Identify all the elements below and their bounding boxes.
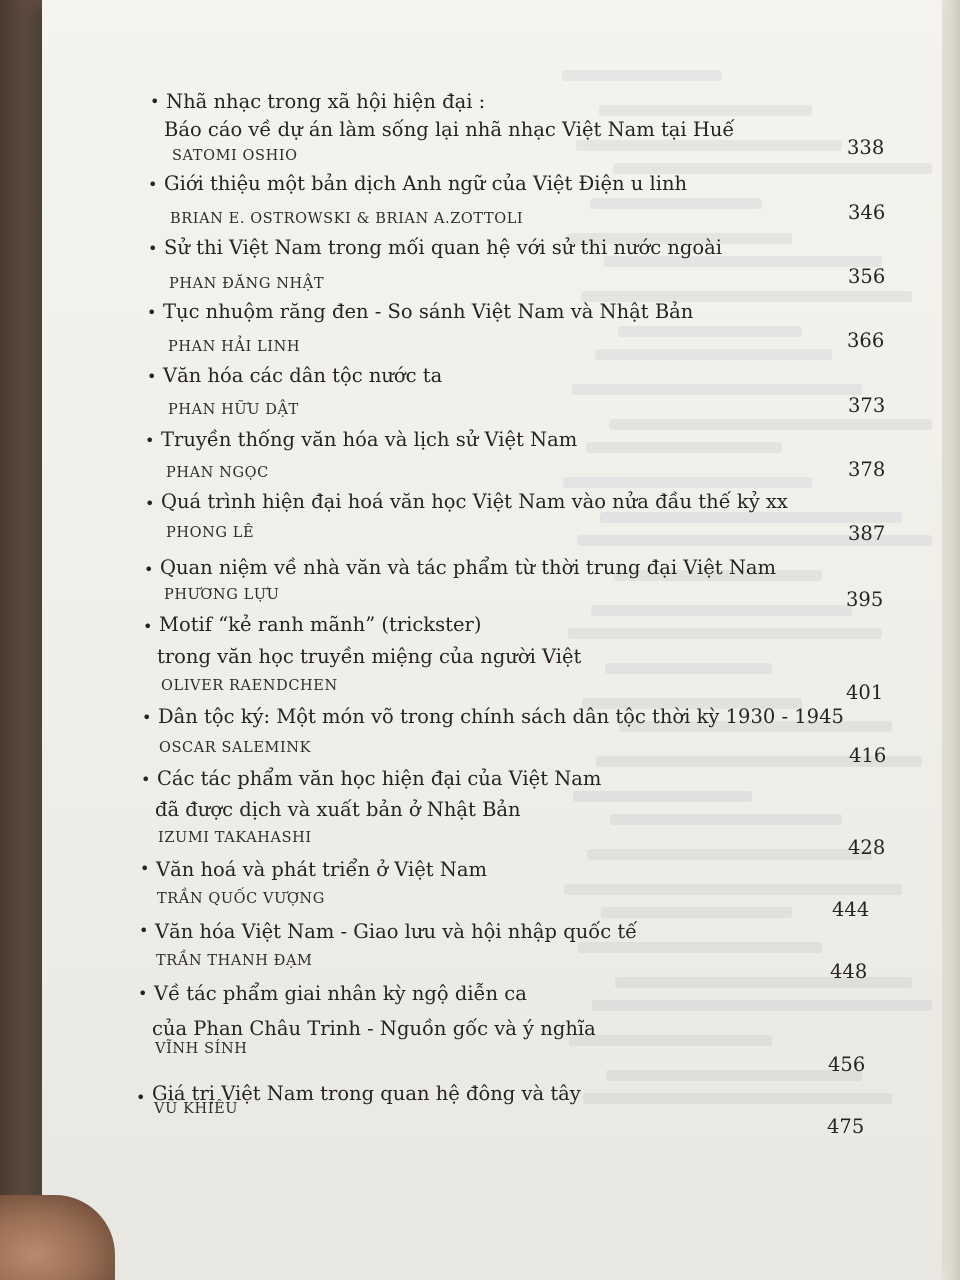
entry-author: PHAN ĐĂNG NHẬT <box>169 276 325 292</box>
entry-title: Về tác phẩm giai nhân kỳ ngộ diễn ca <box>154 982 527 1005</box>
entry-title: Sử thi Việt Nam trong mối quan hệ với sử thi nước ngoài <box>164 236 722 259</box>
entry-page-number: 428 <box>848 836 886 859</box>
bullet-icon: • <box>145 494 155 513</box>
bullet-icon: • <box>145 431 155 450</box>
entry-title: Quá trình hiện đại hoá văn học Việt Nam vào nửa đầu thế kỷ xx <box>161 490 788 513</box>
entry-page-number: 448 <box>830 960 868 983</box>
bleed-through-line <box>564 884 902 895</box>
entry-title: Dân tộc ký: Một món võ trong chính sách dân tộc thời kỳ 1930 - 1945 <box>158 705 844 728</box>
bleed-through-line <box>606 1070 862 1081</box>
entry-page-number: 373 <box>848 394 886 417</box>
entry-title: của Phan Châu Trinh - Nguồn gốc và ý nghĩa <box>152 1017 596 1040</box>
entry-page-number: 338 <box>847 136 885 159</box>
entry-title: Văn hóa Việt Nam - Giao lưu và hội nhập quốc tế <box>155 920 638 943</box>
bullet-icon: • <box>143 617 153 636</box>
bleed-through-line <box>586 442 782 453</box>
bullet-icon: • <box>142 708 152 727</box>
entry-author: BRIAN E. OSTROWSKI & BRIAN A.ZOTTOLI <box>170 211 524 227</box>
entry-author: PHAN HẢI LINH <box>168 339 301 355</box>
bullet-icon: • <box>147 367 157 386</box>
entry-title: Báo cáo về dự án làm sống lại nhã nhạc Việt Nam tại Huế <box>164 118 735 141</box>
bleed-through-line <box>591 605 852 616</box>
bullet-icon: • <box>148 175 158 194</box>
entry-author: PHAN NGỌC <box>166 465 269 481</box>
bleed-through-line <box>609 419 932 430</box>
bullet-icon: • <box>150 92 160 111</box>
entry-page-number: 416 <box>849 744 887 767</box>
entry-page-number: 378 <box>848 458 886 481</box>
bleed-through-line <box>592 1000 932 1011</box>
bullet-icon: • <box>139 921 149 940</box>
bleed-through-line <box>578 942 822 953</box>
bleed-through-line <box>605 663 772 674</box>
entry-title: Tục nhuộm răng đen - So sánh Việt Nam và Nhật Bản <box>163 300 694 323</box>
entry-author: TRẦN THANH ĐẠM <box>156 953 313 969</box>
bleed-through-line <box>587 849 872 860</box>
entry-author: VŨ KHIÊU <box>154 1101 239 1117</box>
bleed-through-line <box>576 140 842 151</box>
entry-author: TRẦN QUỐC VƯỢNG <box>157 891 325 907</box>
bleed-through-line <box>583 1093 892 1104</box>
entry-title: Nhã nhạc trong xã hội hiện đại : <box>166 90 486 113</box>
entry-title: trong văn học truyền miệng của người Việt <box>157 645 582 668</box>
bullet-icon: • <box>147 303 157 322</box>
entry-author: SATOMI OSHIO <box>172 148 298 164</box>
entry-title: Văn hoá và phát triển ở Việt Nam <box>156 858 487 881</box>
bleed-through-line <box>572 384 862 395</box>
bleed-through-line <box>601 907 792 918</box>
entry-author: OLIVER RAENDCHEN <box>161 678 338 694</box>
bleed-through-line <box>568 628 882 639</box>
entry-page-number: 395 <box>846 588 884 611</box>
bullet-icon: • <box>138 984 148 1003</box>
book-page <box>42 0 942 1280</box>
entry-title: Motif “kẻ ranh mãnh” (trickster) <box>159 613 482 636</box>
bullet-icon: • <box>140 859 150 878</box>
bleed-through-line <box>569 1035 772 1046</box>
entry-title: Giá trị Việt Nam trong quan hệ đông và tây <box>152 1082 581 1105</box>
entry-page-number: 475 <box>827 1115 865 1138</box>
entry-title: Văn hóa các dân tộc nước ta <box>163 364 443 387</box>
entry-page-number: 356 <box>848 265 886 288</box>
bleed-through-line <box>573 791 752 802</box>
entry-page-number: 401 <box>846 681 884 704</box>
entry-author: VĨNH SÍNH <box>155 1041 248 1057</box>
bleed-through-line <box>610 814 842 825</box>
entry-page-number: 444 <box>832 898 870 921</box>
entry-title: Quan niệm về nhà văn và tác phẩm từ thời trung đại Việt Nam <box>160 556 777 579</box>
bullet-icon: • <box>136 1088 146 1107</box>
entry-title: Truyền thống văn hóa và lịch sử Việt Nam <box>161 428 578 451</box>
entry-author: IZUMI TAKAHASHI <box>158 830 312 846</box>
entry-author: PHONG LÊ <box>166 525 255 541</box>
entry-page-number: 346 <box>848 201 886 224</box>
bleed-through-line <box>595 349 832 360</box>
entry-title: đã được dịch và xuất bản ở Nhật Bản <box>155 798 521 821</box>
bleed-through-line <box>562 70 722 81</box>
bleed-through-line <box>618 326 802 337</box>
entry-title: Giới thiệu một bản dịch Anh ngữ của Việt Điện u linh <box>164 172 688 195</box>
bullet-icon: • <box>144 560 154 579</box>
bullet-icon: • <box>148 239 158 258</box>
bleed-through-line <box>590 198 762 209</box>
entry-author: PHAN HỮU DẬT <box>168 402 299 418</box>
bleed-through-line <box>563 477 812 488</box>
entry-author: OSCAR SALEMINK <box>159 740 312 756</box>
entry-page-number: 387 <box>848 522 886 545</box>
bleed-through-line <box>615 977 912 988</box>
bullet-icon: • <box>141 770 151 789</box>
entry-title: Các tác phẩm văn học hiện đại của Việt Nam <box>157 767 602 790</box>
bleed-through-line <box>599 105 812 116</box>
entry-page-number: 366 <box>847 329 885 352</box>
entry-page-number: 456 <box>828 1053 866 1076</box>
entry-author: PHƯƠNG LỰU <box>164 587 280 603</box>
